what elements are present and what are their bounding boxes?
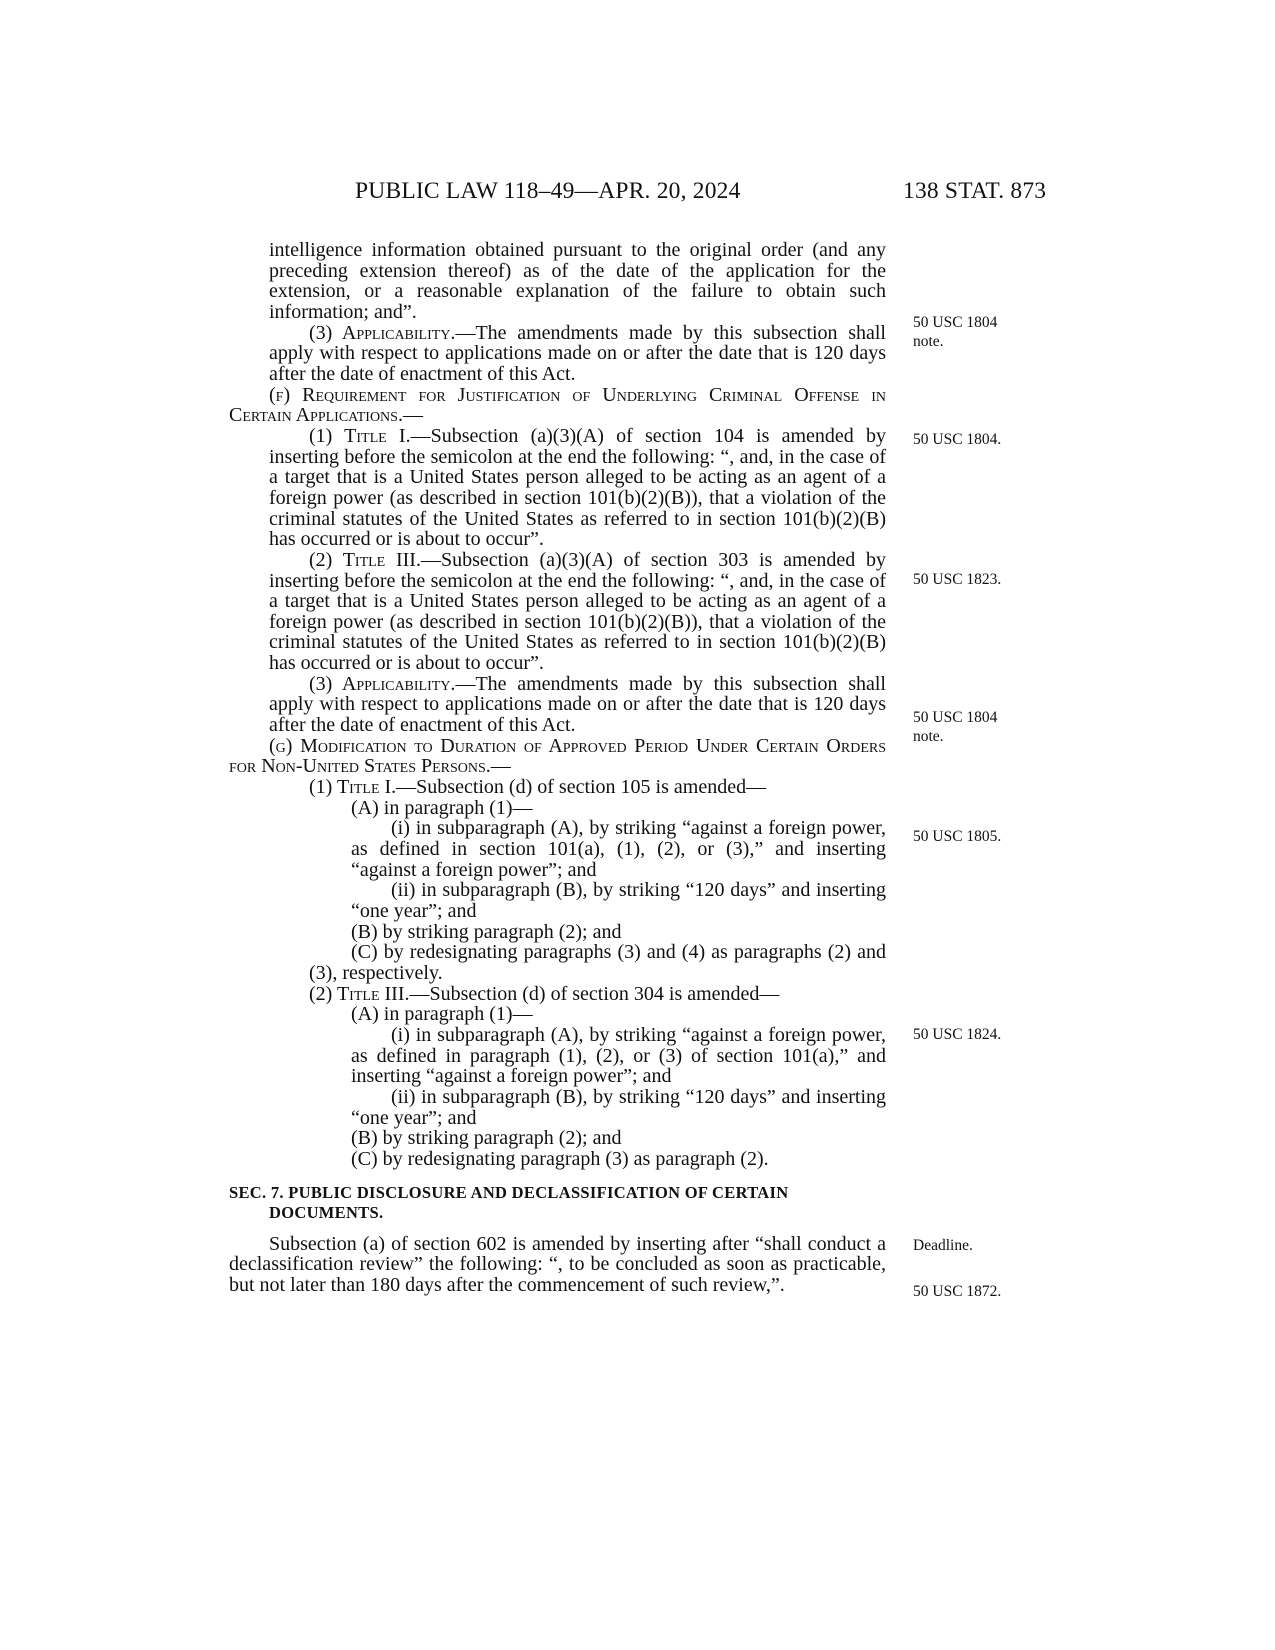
section-7-heading-line1: SEC. 7. PUBLIC DISCLOSURE AND DECLASSIFICATION OF CERTAIN	[229, 1182, 789, 1202]
paragraph-f1-label: (1) Title I.	[309, 424, 411, 447]
paragraph-g2-A-ii: (ii) in subparagraph (B), by striking “120 days” and inserting “one year”; and	[351, 1085, 886, 1129]
page-number: 138 STAT. 873	[903, 178, 1047, 204]
subsection-g-label: (g) Modification to Duration of Approved Period Under Certain Orders for Non-United States Persons.	[229, 734, 886, 778]
paragraph-e3-label: (3) Applicability.	[309, 321, 456, 344]
margin-note-7: Deadline.	[913, 1237, 973, 1254]
section-7-heading-line2: DOCUMENTS.	[269, 1202, 384, 1222]
paragraph-f1-text: —Subsection (a)(3)(A) of section 104 is amended by inserting before the semicolon at the end the following: “, and, in the case of a target that is a United States person alleged to be acting as an agent of a foreign power (as described in section 101(b)(2)(B)), that a violation of the criminal statutes of the United States as referred to in section 101(b)(2)(B) has occurred or is about to occur”.	[269, 424, 886, 551]
paragraph-f2-label: (2) Title III.	[309, 548, 421, 571]
paragraph-g2-label: (2) Title III.	[309, 982, 410, 1005]
paragraph-f2-text: —Subsection (a)(3)(A) of section 303 is amended by inserting before the semicolon at the end the following: “, and, in the case of a target that is a United States person alleged to be acting as an agent of a foreign power (as described in section 101(b)(2)(B)), that a violation of the criminal statutes of the United States as referred to in section 101(b)(2)(B) has occurred or is about to occur”.	[269, 548, 886, 675]
paragraph-g2-A-i: (i) in subparagraph (A), by striking “against a foreign power, as defined in paragraph (1), (2), or (3) of section 101(a),” and inserting “against a foreign power”; and	[351, 1023, 886, 1088]
subsection-f-heading	[229, 385, 886, 426]
paragraph-g1-label: (1) Title I.	[309, 776, 397, 799]
margin-note-1-line2: note.	[913, 333, 944, 350]
subsection-f-label: (f) Requirement for Justification of Underlying Criminal Offense in Certain Applications.	[229, 383, 886, 427]
margin-note-2: 50 USC 1804.	[913, 431, 1002, 448]
paragraph-f3-text: —The amendments made by this subsection shall apply with respect to applications made on or after the date that is 120 days after the date of enactment of this Act.	[269, 672, 886, 737]
paragraph-g2-B: (B) by striking paragraph (2); and	[351, 1127, 622, 1150]
margin-note-1	[913, 313, 997, 351]
subsection-g-dash: —	[490, 755, 511, 778]
paragraph-continuation: intelligence information obtained pursuant to the original order (and any preceding extension thereof) as of the date of the application for the extension, or a reasonable explanation of the failure to obtain such information; and”.	[269, 239, 886, 323]
paragraph-g1-C: (C) by redesignating paragraphs (3) and (4) as paragraphs (2) and (3), respectively.	[309, 941, 886, 984]
paragraph-e3-text: —The amendments made by this subsection shall apply with respect to applications made on or after the date that is 120 days after the date of enactment of this Act.	[269, 321, 886, 385]
margin-note-4-line2: note.	[913, 728, 944, 745]
paragraph-g2-C: (C) by redesignating paragraph (3) as paragraph (2).	[351, 1147, 769, 1170]
paragraph-g1-B: (B) by striking paragraph (2); and	[351, 920, 622, 943]
margin-note-8: 50 USC 1872.	[913, 1283, 1002, 1300]
paragraph-f1	[229, 426, 886, 550]
paragraph-f3-label: (3) Applicability.	[309, 672, 456, 695]
subsection-f-dash: —	[402, 404, 423, 427]
paragraph-g2-text: —Subsection (d) of section 304 is amended—	[409, 982, 780, 1005]
margin-note-6: 50 USC 1824.	[913, 1026, 1002, 1043]
paragraph-f2	[229, 550, 886, 674]
paragraph-g2-A: (A) in paragraph (1)—	[351, 1003, 533, 1026]
section-7-text: Subsection (a) of section 602 is amended by inserting after “shall conduct a declassification review” the following: “, to be concluded as soon as practicable, but not later than 180 days after the commencement of such review,”.	[229, 1232, 886, 1296]
running-header-title: PUBLIC LAW 118–49—APR. 20, 2024	[355, 178, 741, 204]
section-7-heading	[229, 1183, 886, 1223]
paragraph-g1-A: (A) in paragraph (1)—	[351, 796, 533, 819]
subsection-g-heading	[229, 736, 886, 777]
paragraph-g2	[229, 984, 886, 1005]
margin-note-4-line1: 50 USC 1804	[913, 709, 998, 726]
margin-note-4	[913, 708, 997, 746]
paragraph-g1	[229, 777, 886, 798]
margin-note-3: 50 USC 1823.	[913, 571, 1002, 588]
margin-note-5: 50 USC 1805.	[913, 828, 1002, 845]
paragraph-g1-A-ii: (ii) in subparagraph (B), by striking “120 days” and inserting “one year”; and	[351, 879, 886, 922]
paragraph-g1-A-i: (i) in subparagraph (A), by striking “against a foreign power, as defined in section 101(a), (1), (2), or (3),” and inserting “against a foreign power”; and	[351, 817, 886, 881]
main-text	[229, 240, 886, 1296]
paragraph-g1-text: —Subsection (d) of section 105 is amended—	[396, 776, 767, 799]
paragraph-f3	[229, 674, 886, 736]
paragraph-e3	[229, 323, 886, 385]
margin-note-1-line1: 50 USC 1804	[913, 314, 998, 331]
